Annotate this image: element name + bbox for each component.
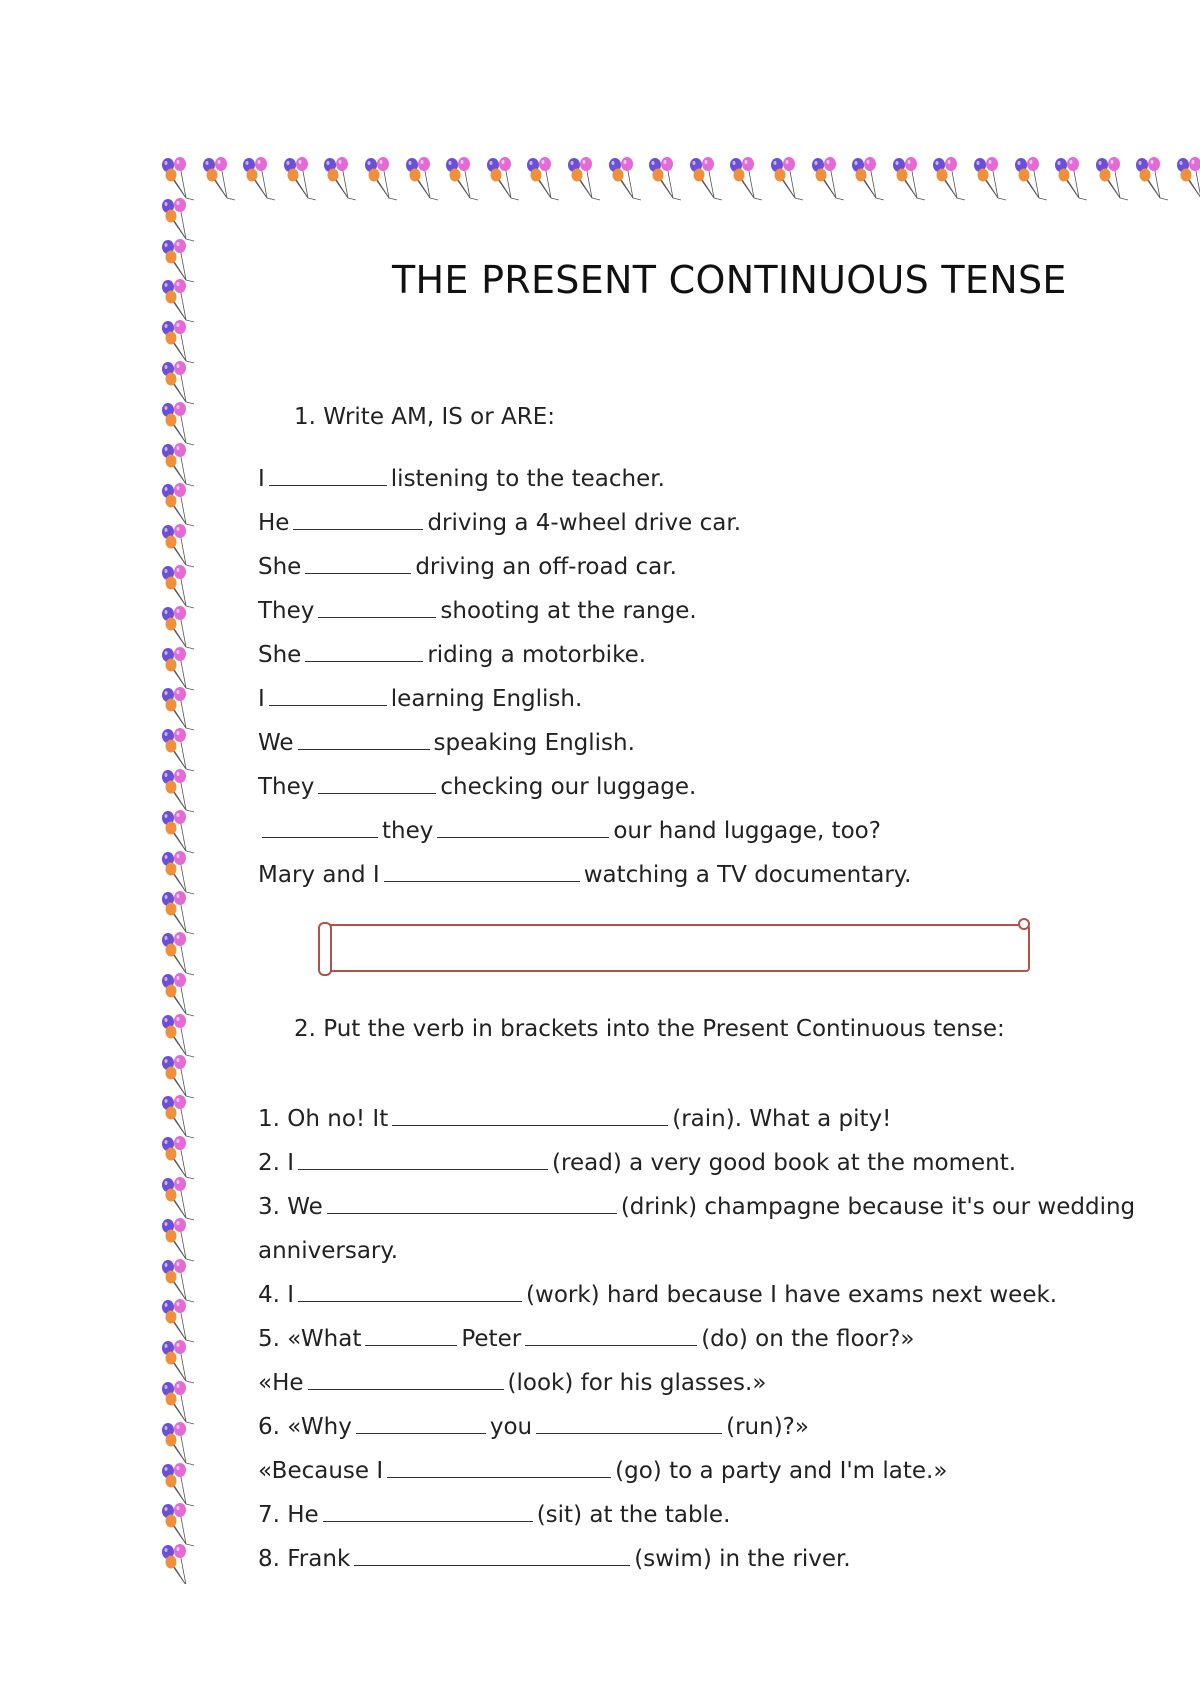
ex1-line-1	[258, 466, 665, 492]
line-rest: speaking English.	[433, 730, 635, 756]
line-rest: driving a 4-wheel drive car.	[427, 510, 742, 536]
balloon-icon	[322, 156, 360, 202]
balloon-icon	[566, 156, 604, 202]
balloon-icon	[850, 156, 888, 202]
balloon-icon	[1053, 156, 1091, 202]
balloon-icon	[160, 1339, 198, 1385]
ex2-line-3-cont	[258, 1238, 398, 1264]
ex1-line-4	[258, 598, 697, 624]
line-rest: (read) a very good book at the moment.	[552, 1150, 1017, 1176]
exercise-2-heading: 2. Put the verb in brackets into the Present Continuous tense:	[294, 1016, 1005, 1042]
line-rest: (look) for his glasses.»	[507, 1370, 767, 1396]
line-subject: He	[258, 510, 290, 536]
answer-blank[interactable]	[354, 1546, 630, 1566]
ex1-line-7	[258, 730, 635, 756]
balloon-icon	[160, 809, 198, 855]
balloon-icon	[160, 686, 198, 732]
answer-blank[interactable]	[392, 1106, 668, 1126]
balloon-icon	[160, 1462, 198, 1508]
balloon-icon	[444, 156, 482, 202]
balloon-icon	[160, 972, 198, 1018]
balloon-icon	[160, 768, 198, 814]
balloon-icon	[688, 156, 726, 202]
ex2-line-5b	[258, 1370, 766, 1396]
line-subject: 1. Oh no! It	[258, 1106, 389, 1132]
answer-blank[interactable]	[384, 862, 580, 882]
ex2-line-6	[258, 1414, 809, 1440]
balloon-border-left	[160, 156, 208, 1584]
answer-blank[interactable]	[305, 554, 411, 574]
scroll-curl-right	[1018, 918, 1030, 930]
line-subject: Mary and I	[258, 862, 380, 888]
scroll-curl-left	[318, 922, 332, 976]
line-subject: 8. Frank	[258, 1546, 351, 1572]
ex2-line-2	[258, 1150, 1016, 1176]
balloon-icon	[160, 1054, 198, 1100]
balloon-icon	[160, 442, 198, 488]
line-rest: listening to the teacher.	[390, 466, 665, 492]
line-subject: They	[258, 774, 315, 800]
balloon-icon	[485, 156, 523, 202]
line-rest: learning English.	[390, 686, 583, 712]
balloon-icon	[160, 1298, 198, 1344]
line-subject: We	[258, 730, 294, 756]
balloon-icon	[160, 360, 198, 406]
balloon-icon	[769, 156, 807, 202]
balloon-icon	[160, 1094, 198, 1140]
ex1-line-3	[258, 554, 677, 580]
answer-blank[interactable]	[269, 686, 387, 706]
balloon-icon	[160, 1543, 198, 1584]
answer-blank[interactable]	[298, 1150, 548, 1170]
balloon-icon	[160, 1217, 198, 1263]
answer-blank[interactable]	[536, 1414, 722, 1434]
answer-blank[interactable]	[298, 1282, 522, 1302]
balloon-icon	[728, 156, 766, 202]
balloon-icon	[160, 727, 198, 773]
balloon-icon	[160, 238, 198, 284]
line-subject: 3. We	[258, 1194, 323, 1220]
line-rest: watching a TV documentary.	[583, 862, 912, 888]
line-subject: I	[258, 466, 265, 492]
answer-blank[interactable]	[298, 730, 430, 750]
balloon-icon	[891, 156, 929, 202]
ex2-line-3	[258, 1194, 1135, 1220]
ex1-line-5	[258, 642, 646, 668]
answer-blank[interactable]	[308, 1370, 504, 1390]
balloon-icon	[160, 482, 198, 528]
line-rest: our hand luggage, too?	[613, 818, 881, 844]
line-subject: «He	[258, 1370, 304, 1396]
line-subject: 5. «What	[258, 1326, 362, 1352]
balloon-icon	[1175, 156, 1200, 202]
line-subject: 6. «Why	[258, 1414, 352, 1440]
line-rest: (go) to a party and I'm late.»	[615, 1458, 948, 1484]
balloon-icon	[404, 156, 442, 202]
line-rest: (rain). What a pity!	[672, 1106, 892, 1132]
balloon-icon	[160, 850, 198, 896]
balloon-icon	[282, 156, 320, 202]
ex1-line-10	[258, 862, 911, 888]
balloon-icon	[363, 156, 401, 202]
balloon-icon	[160, 197, 198, 243]
line-subject: 7. He	[258, 1502, 319, 1528]
balloon-icon	[160, 523, 198, 569]
balloon-icon	[160, 401, 198, 447]
balloon-icon	[160, 278, 198, 324]
balloon-icon	[160, 1013, 198, 1059]
line-rest: driving an off-road car.	[415, 554, 677, 580]
balloon-icon	[1134, 156, 1172, 202]
balloon-icon	[160, 931, 198, 977]
ex2-line-5	[258, 1326, 915, 1352]
exercise-1-heading: 1. Write AM, IS or ARE:	[294, 404, 556, 430]
line-subject: She	[258, 554, 302, 580]
balloon-icon	[160, 564, 198, 610]
answer-blank[interactable]	[387, 1458, 611, 1478]
answer-blank[interactable]	[365, 1326, 457, 1346]
balloon-icon	[1013, 156, 1051, 202]
answer-blank[interactable]	[269, 466, 387, 486]
answer-blank[interactable]	[356, 1414, 486, 1434]
balloon-icon	[160, 1176, 198, 1222]
line-rest: shooting at the range.	[440, 598, 697, 624]
balloon-icon	[810, 156, 848, 202]
balloon-icon	[160, 1135, 198, 1181]
line-rest: checking our luggage.	[440, 774, 697, 800]
ex1-line-2	[258, 510, 741, 536]
ex2-line-7	[258, 1502, 730, 1528]
line-subject: I	[258, 686, 265, 712]
answer-blank[interactable]	[525, 1326, 697, 1346]
line-rest: riding a motorbike.	[427, 642, 647, 668]
ex1-line-9	[258, 818, 881, 844]
balloon-icon	[160, 319, 198, 365]
answer-blank[interactable]	[293, 510, 423, 530]
line-subject: They	[258, 598, 315, 624]
answer-blank[interactable]	[437, 818, 609, 838]
line-rest: (run)?»	[726, 1414, 809, 1440]
line-rest: (sit) at the table.	[536, 1502, 731, 1528]
scroll-divider	[324, 924, 1030, 972]
balloon-icon	[160, 890, 198, 936]
line-rest: (do) on the floor?»	[701, 1326, 915, 1352]
ex2-line-1	[258, 1106, 891, 1132]
balloon-icon	[1094, 156, 1132, 202]
balloon-icon	[160, 605, 198, 651]
line-subject: She	[258, 642, 302, 668]
balloon-icon	[607, 156, 645, 202]
balloon-icon	[160, 1380, 198, 1426]
ex1-line-6	[258, 686, 582, 712]
answer-blank[interactable]	[305, 642, 423, 662]
balloon-icon	[972, 156, 1010, 202]
line-subject: 4. I	[258, 1282, 295, 1308]
balloon-icon	[525, 156, 563, 202]
line-continuation: anniversary.	[258, 1238, 399, 1264]
balloon-icon	[160, 646, 198, 692]
line-middle: they	[382, 818, 434, 844]
answer-blank[interactable]	[327, 1194, 617, 1214]
answer-blank[interactable]	[318, 598, 436, 618]
balloon-icon	[931, 156, 969, 202]
line-middle: you	[489, 1414, 533, 1440]
line-subject: 2. I	[258, 1150, 295, 1176]
ex2-line-6b	[258, 1458, 947, 1484]
line-rest: (swim) in the river.	[634, 1546, 851, 1572]
page-title: THE PRESENT CONTINUOUS TENSE	[392, 258, 1067, 302]
ex1-line-8	[258, 774, 696, 800]
ex2-line-4	[258, 1282, 1057, 1308]
answer-blank[interactable]	[318, 774, 436, 794]
answer-blank[interactable]	[323, 1502, 533, 1522]
answer-blank[interactable]	[262, 818, 378, 838]
ex2-line-8	[258, 1546, 851, 1572]
balloon-icon	[160, 1421, 198, 1467]
balloon-icon	[160, 1258, 198, 1304]
balloon-icon	[160, 1502, 198, 1548]
balloon-icon	[241, 156, 279, 202]
line-rest: (drink) champagne because it's our wedding	[620, 1194, 1136, 1220]
balloon-icon	[647, 156, 685, 202]
line-middle: Peter	[461, 1326, 522, 1352]
line-rest: (work) hard because I have exams next week.	[526, 1282, 1058, 1308]
line-subject: «Because I	[258, 1458, 384, 1484]
balloon-border-top	[160, 156, 1200, 204]
